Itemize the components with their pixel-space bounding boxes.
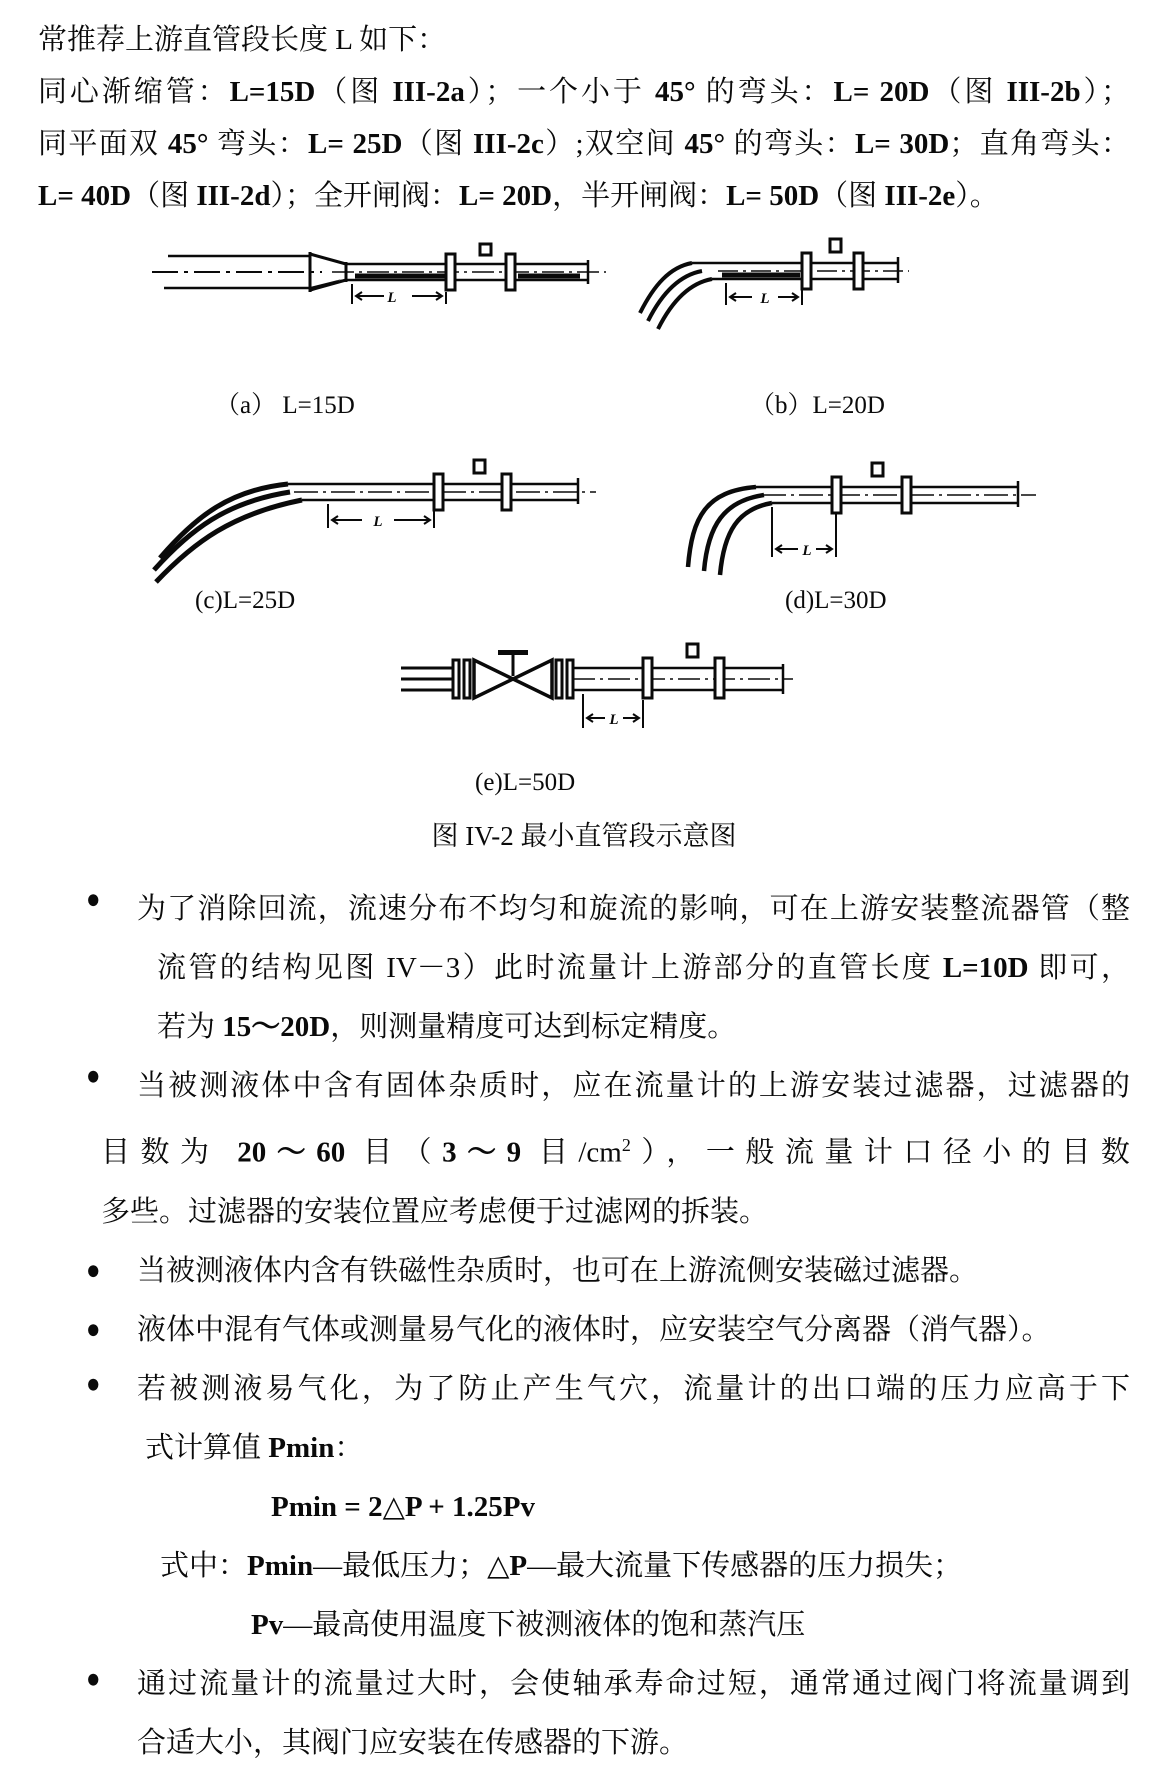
dim-label: L: [609, 712, 619, 728]
dim-label: L: [802, 543, 812, 559]
caption-c: (c)L=25D: [195, 587, 296, 614]
formula-where-line-2: Pv—最高使用温度下被测液体的饱和蒸汽压: [251, 1608, 806, 1641]
flange: [715, 658, 724, 698]
bullet-icon: ●: [86, 1061, 101, 1092]
bullet-text: [137, 1360, 1130, 1478]
bullet-text: [137, 880, 1130, 1057]
bullet-line: 多些。过滤器的安装位置应考虑便于过滤网的拆装。: [101, 1195, 769, 1228]
bullet-text: [137, 1655, 1130, 1773]
bullet-icon: ●: [86, 1664, 101, 1695]
formula-where-line-1: 式中：Pmin—最低压力；△P—最大流量下传感器的压力损失；: [160, 1549, 963, 1582]
diagram-a-reducer: [150, 242, 610, 334]
upstream-pipe: [401, 668, 455, 690]
caption-b: （b）L=20D: [750, 392, 885, 419]
bullet-line: 式计算值 Pmin：: [145, 1431, 364, 1464]
dimension-L: [352, 284, 446, 304]
bullet-line: 为了消除回流，流速分布不均匀和旋流的影响，可在上游安装整流器管（整: [137, 893, 1130, 925]
bend-pipe: [640, 263, 712, 329]
dim-label: L: [373, 514, 383, 530]
flange: [502, 474, 511, 510]
elbow-pipe: [688, 487, 772, 575]
sensor-stub: [474, 460, 485, 473]
bullet-item-filter: [38, 1057, 1130, 1242]
bullet-icon: ●: [86, 1314, 101, 1345]
bullet-text: [137, 1301, 1130, 1360]
bullet-item-cavitation: [38, 1360, 1130, 1478]
dim-label: L: [387, 290, 397, 306]
flange-pair: [556, 660, 573, 698]
meter-pipe: [756, 481, 1018, 507]
diagram-e-svg: [395, 642, 795, 754]
intro-line-3: 同平面双 45° 弯头：L= 25D（图 III-2c）;双空间 45° 的弯头：L= 30D；直角弯头：: [38, 128, 1130, 160]
flange: [854, 253, 863, 289]
bullet-text: [137, 1242, 1130, 1301]
bullet-line: 若被测液易气化，为了防止产生气穴，流量计的出口端的压力应高于下: [137, 1372, 1130, 1405]
diagram-c-double45: [150, 454, 600, 594]
figure-title: 图 IV-2 最小直管段示意图: [431, 821, 737, 851]
flange: [832, 477, 841, 513]
sensor-stub: [687, 644, 698, 657]
diagram-d-elbow: [640, 459, 1040, 599]
flange-pair: [453, 660, 470, 698]
bullet-icon: ●: [86, 885, 101, 916]
caption-a: （a） L=15D: [215, 392, 355, 419]
formula-pmin: Pmin = 2△P + 1.25Pv: [271, 1490, 535, 1523]
figure-iv2: [38, 222, 1130, 852]
document-page: [0, 14, 1169, 1779]
flange: [506, 254, 515, 290]
bullet-item-air-separator: [38, 1301, 1130, 1360]
flange: [434, 474, 443, 510]
bullet-line: 目数为 20～60 目（3～9 目$/cm^2$），一般流量计口径小的目数: [101, 1135, 1130, 1169]
bullet-line: 当被测液体中含有固体杂质时，应在流量计的上游安装过滤器，过滤器的: [137, 1070, 1130, 1102]
sensor-stub: [830, 239, 841, 252]
meter-pipe: [692, 257, 898, 283]
bullet-list: [38, 880, 1130, 1773]
bullet-item-magnetic-filter: [38, 1242, 1130, 1301]
s-bend-pipe: [154, 484, 302, 582]
bullet-line: 流管的结构见图 IV－3）此时流量计上游部分的直管长度 L=10D 即可，: [157, 952, 1130, 984]
flange: [446, 254, 455, 290]
bullet-line: 合适大小，其阀门应安装在传感器的下游。: [137, 1726, 689, 1759]
sensor-stub: [872, 463, 883, 476]
bullet-icon: ●: [86, 1369, 101, 1400]
bullet-text: [101, 1057, 1130, 1242]
diagram-a-svg: [150, 242, 610, 334]
bullet-icon: ●: [86, 1255, 101, 1286]
bullet-line: 液体中混有气体或测量易气化的液体时，应安装空气分离器（消气器）。: [137, 1313, 1051, 1346]
bullet-item-flow-straightener: [38, 880, 1130, 1057]
diagram-e-gate-valve: [395, 642, 795, 754]
flange: [902, 477, 911, 513]
diagram-b-bend45: [630, 237, 910, 357]
bullet-item-flow-too-large: [38, 1655, 1130, 1773]
sensor-stub: [480, 244, 491, 255]
dim-label: L: [760, 291, 770, 307]
caption-d: (d)L=30D: [785, 587, 887, 614]
intro-line-2: 同心渐缩管：L=15D（图 III-2a）；一个小于 45° 的弯头：L= 20D（图 III-2b）；: [38, 76, 1130, 108]
diagram-d-svg: [640, 459, 1040, 599]
caption-e: (e)L=50D: [475, 769, 576, 796]
intro-line-1: 常推荐上游直管段长度 L 如下：: [38, 24, 447, 56]
diagram-c-svg: [150, 454, 600, 594]
bullet-line: 当被测液体内含有铁磁性杂质时，也可在上游流侧安装磁过滤器。: [137, 1254, 979, 1287]
intro-paragraph: [38, 14, 1130, 222]
bullet-line: 若为 15～20D，则测量精度可达到标定精度。: [157, 1011, 737, 1043]
diagram-b-svg: [630, 237, 910, 357]
intro-line-4: L= 40D（图 III-2d）；全开闸阀：L= 20D，半开闸阀：L= 50D（图 III-2e）。: [38, 180, 999, 212]
flange: [643, 658, 652, 698]
flange: [802, 253, 811, 289]
bullet-line: 通过流量计的流量过大时，会使轴承寿命过短，通常通过阀门将流量调到: [137, 1667, 1130, 1700]
